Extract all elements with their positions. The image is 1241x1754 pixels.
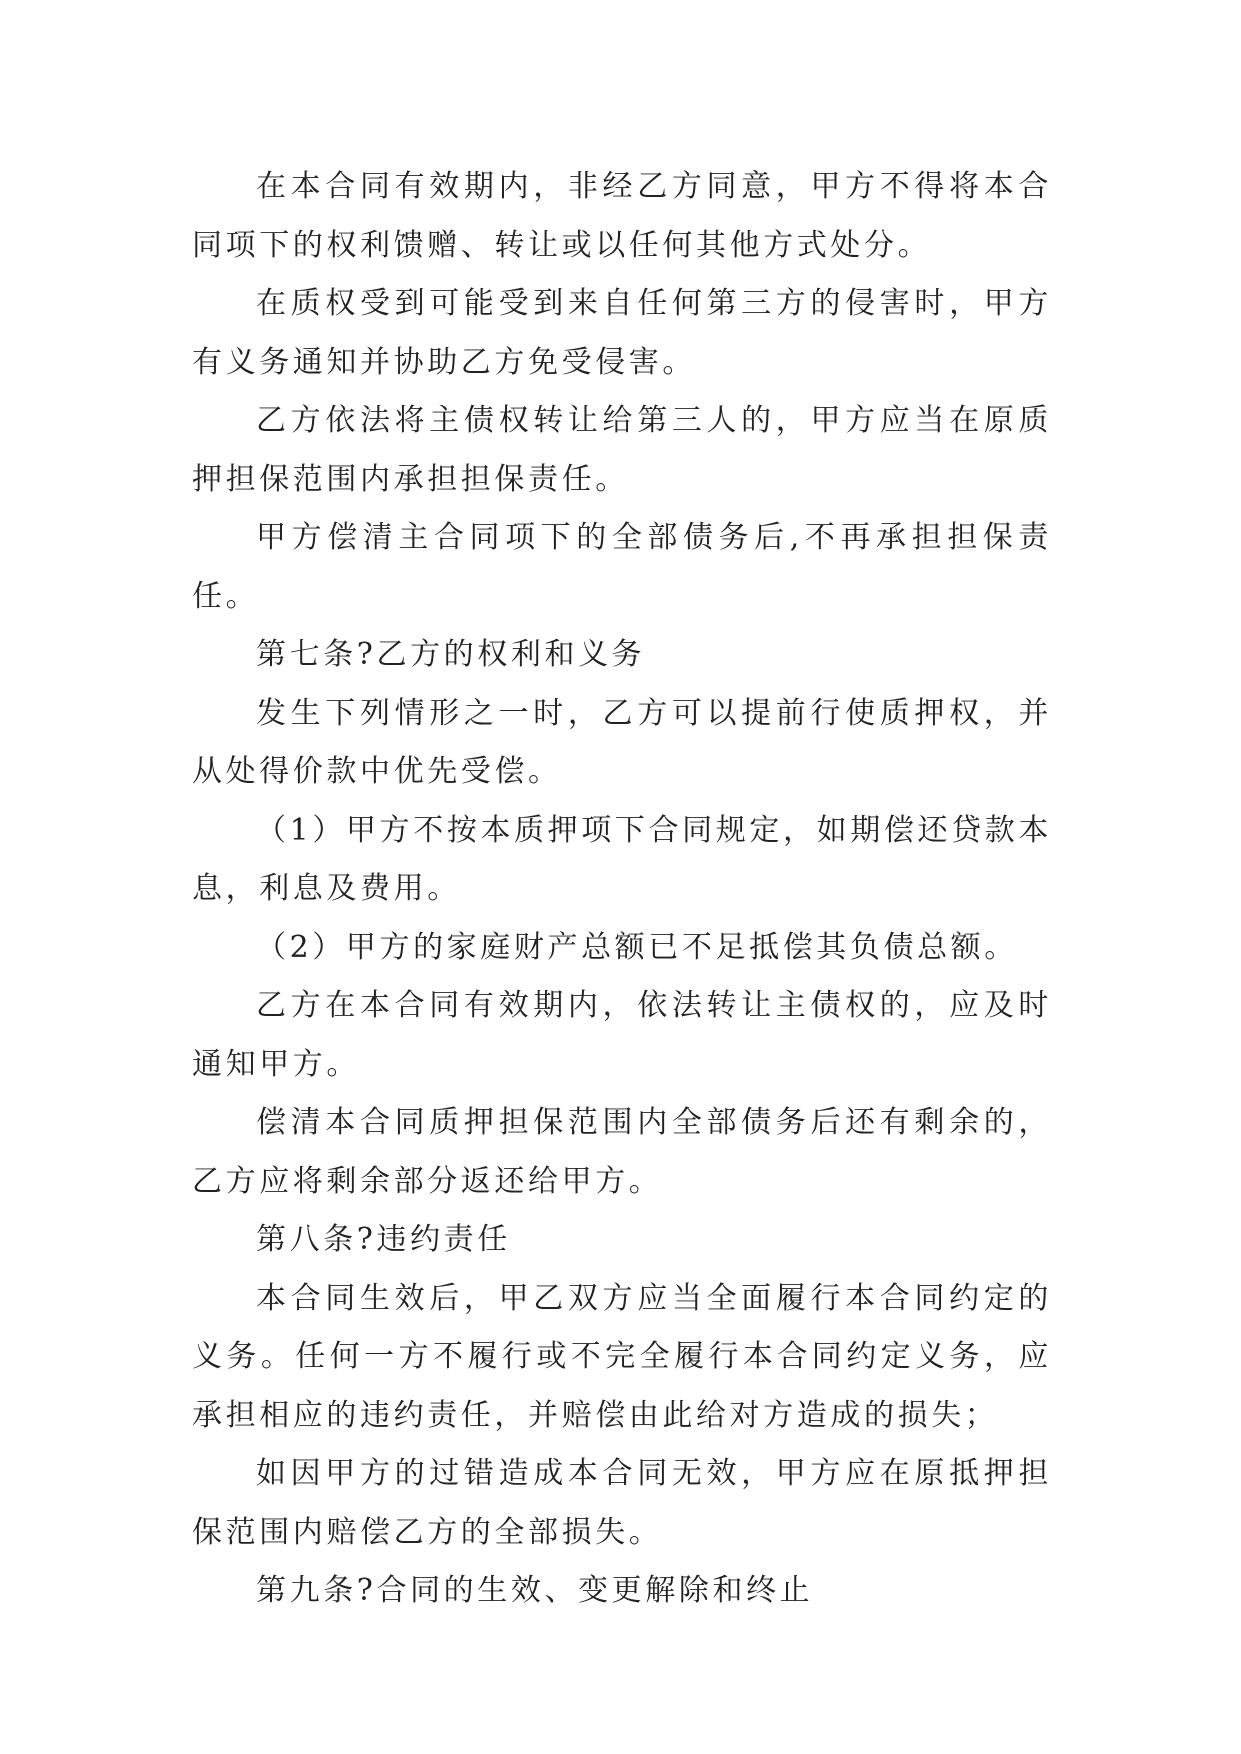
paragraph-early-exercise: 发生下列情形之一时，乙方可以提前行使质押权，并从处得价款中优先受偿。 <box>192 695 1052 789</box>
paragraph-return-surplus: 偿清本合同质押担保范围内全部债务后还有剩余的，乙方应将剩余部分返还给甲方。 <box>192 1105 1052 1199</box>
list-item-1: （1）甲方不按本质押项下合同规定，如期偿还贷款本息，利息及费用。 <box>192 812 1052 906</box>
paragraph-debt-settled: 甲方偿清主合同项下的全部债务后,不再承担担保责任。 <box>192 520 1052 614</box>
paragraph-fault-invalidity: 如因甲方的过错造成本合同无效，甲方应在原抵押担保范围内赔偿乙方的全部损失。 <box>192 1456 1052 1550</box>
paragraph-claim-transfer: 乙方依法将主债权转让给第三人的，甲方应当在原质押担保范围内承担担保责任。 <box>192 403 1052 497</box>
list-item-2: （2）甲方的家庭财产总额已不足抵偿其负债总额。 <box>256 929 1018 965</box>
article-8-heading: 第八条?违约责任 <box>256 1222 511 1257</box>
paragraph-transfer-restriction: 在本合同有效期内，非经乙方同意，甲方不得将本合同项下的权利馈赠、转让或以任何其他方式处分。 <box>192 169 1052 263</box>
paragraph-breach-liability: 本合同生效后，甲乙双方应当全面履行本合同约定的义务。任何一方不履行或不完全履行本合同约定义务，应承担相应的违约责任，并赔偿由此给对方造成的损失； <box>192 1280 1052 1433</box>
paragraph-third-party-infringement: 在质权受到可能受到来自任何第三方的侵害时，甲方有义务通知并协助乙方免受侵害。 <box>192 286 1052 380</box>
document-body <box>192 158 1052 1621</box>
article-7-heading: 第七条?乙方的权利和义务 <box>256 637 646 672</box>
paragraph-notify-party-a: 乙方在本合同有效期内，依法转让主债权的，应及时通知甲方。 <box>192 988 1052 1082</box>
article-9-heading: 第九条?合同的生效、变更解除和终止 <box>256 1573 814 1608</box>
